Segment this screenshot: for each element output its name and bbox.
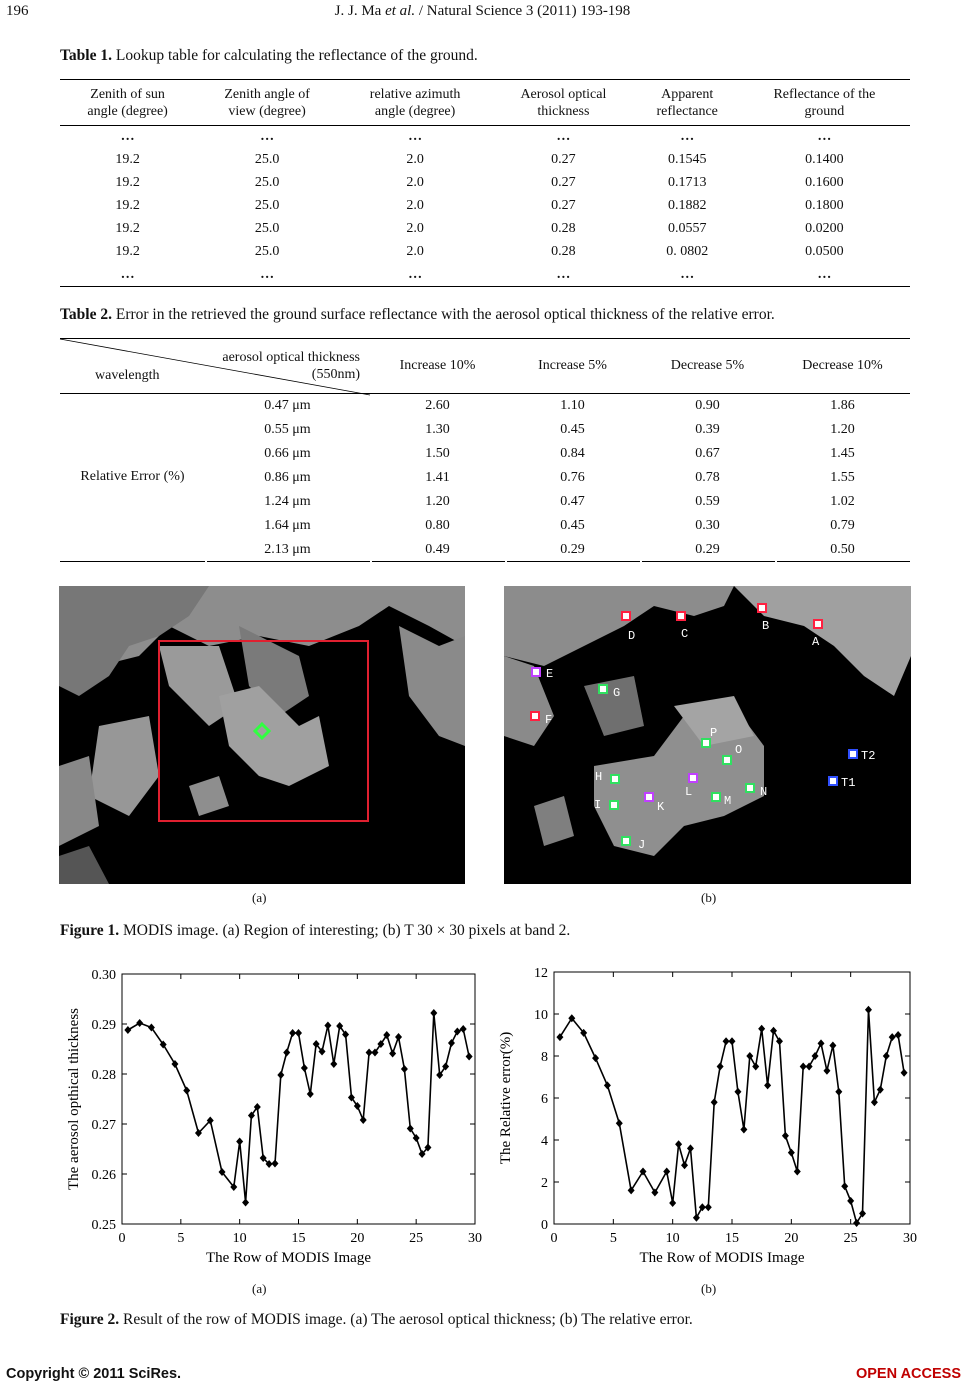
- table2-cell: 1.50: [425, 446, 450, 461]
- sample-marker-label: K: [657, 800, 665, 814]
- figure2-sublabel-a: (a): [252, 1281, 267, 1296]
- data-point: [835, 1088, 842, 1096]
- table-cell: 19.2: [115, 244, 140, 259]
- running-title: J. J. Ma et al. / Natural Science 3 (2011) 193-198: [334, 3, 631, 19]
- sample-marker-label: H: [595, 770, 603, 784]
- x-axis-label: The Row of MODIS Image: [639, 1250, 805, 1266]
- y-axis-label: The aerosol opthical thickness: [66, 1007, 82, 1191]
- data-point: [823, 1067, 830, 1075]
- table2-cell: 1.45: [830, 446, 855, 461]
- sample-marker: [676, 611, 686, 621]
- data-point: [454, 1028, 461, 1036]
- data-point: [895, 1031, 902, 1039]
- figure1-sublabel-b: (b): [701, 890, 717, 905]
- table2-cell: 0.90: [695, 398, 720, 413]
- data-point: [675, 1140, 682, 1148]
- table2-wavelength: 0.55 μm: [264, 422, 311, 437]
- x-tick-label: 30: [468, 1231, 482, 1246]
- table2-cell: 1.10: [560, 398, 585, 413]
- sample-marker-label: D: [628, 629, 636, 643]
- data-point: [669, 1199, 676, 1207]
- table2-cell: 1.02: [830, 494, 855, 509]
- sample-marker: [722, 755, 732, 765]
- y-tick-label: 10: [534, 1008, 548, 1023]
- sample-marker: [644, 792, 654, 802]
- x-tick-label: 0: [550, 1231, 558, 1246]
- table2-col-2: Decrease 5%: [670, 358, 745, 373]
- table2-cell: 1.30: [425, 422, 450, 437]
- sample-marker: [688, 773, 698, 783]
- table2-col-3: Decrease 10%: [802, 358, 883, 373]
- table2-row-group: Relative Error (%): [80, 469, 185, 484]
- y-tick-label: 0: [541, 1218, 548, 1233]
- data-point: [124, 1026, 131, 1034]
- data-point: [729, 1037, 736, 1045]
- table2-cell: 1.55: [830, 470, 855, 485]
- table-cell: 0.1713: [667, 175, 707, 190]
- data-point: [740, 1126, 747, 1134]
- data-point: [271, 1160, 278, 1168]
- table1-col-4: Apparent reflectance: [656, 86, 718, 119]
- table-cell: …: [260, 129, 275, 145]
- data-point: [687, 1144, 694, 1152]
- data-point: [829, 1042, 836, 1050]
- table2-cell: 0.29: [560, 542, 585, 557]
- table2-corner-bottom: wavelength: [95, 368, 160, 383]
- data-point: [389, 1050, 396, 1058]
- table2-cell: 2.60: [425, 398, 450, 413]
- table2-col-0: Increase 10%: [399, 358, 476, 373]
- sample-marker: [531, 667, 541, 677]
- table-cell: 19.2: [115, 221, 140, 236]
- table-cell: 2.0: [406, 175, 424, 190]
- data-point: [448, 1039, 455, 1047]
- data-point: [430, 1009, 437, 1017]
- table2-cell: 0.79: [830, 518, 855, 533]
- table-cell: 0.28: [551, 244, 576, 259]
- data-point: [330, 1060, 337, 1068]
- footer-open-access: OPEN ACCESS: [855, 1366, 961, 1382]
- table-cell: …: [817, 129, 832, 145]
- table-cell: 2.0: [406, 221, 424, 236]
- data-point: [705, 1203, 712, 1211]
- table2-cell: 0.80: [425, 518, 450, 533]
- table2-cell: 0.84: [560, 446, 585, 461]
- sample-marker-label: P: [710, 726, 718, 740]
- sample-marker: [598, 684, 608, 694]
- table-row: [60, 218, 910, 241]
- x-axis-label: The Row of MODIS Image: [206, 1250, 371, 1266]
- table-row: [60, 241, 910, 264]
- x-tick-label: 10: [665, 1231, 680, 1246]
- data-point: [734, 1088, 741, 1096]
- data-point: [889, 1033, 896, 1041]
- y-tick-label: 0.29: [91, 1018, 116, 1033]
- table-cell: …: [260, 266, 275, 282]
- table2-cell: 0.67: [695, 446, 720, 461]
- table-cell: 19.2: [115, 175, 140, 190]
- table2-cell: 1.41: [425, 470, 450, 485]
- sample-marker-label: E: [546, 667, 554, 681]
- y-axis-label: The Relative error(%): [498, 1031, 514, 1165]
- data-point: [871, 1098, 878, 1106]
- sample-marker-label: T1: [841, 776, 856, 790]
- table-cell: …: [408, 266, 423, 282]
- table-cell: …: [120, 266, 135, 282]
- data-point: [236, 1138, 243, 1146]
- x-tick-label: 0: [118, 1231, 126, 1246]
- table2-cell: 0.49: [425, 542, 450, 557]
- table2-corner-top: aerosol optical thickness (550nm): [222, 350, 360, 382]
- sample-marker-label: M: [724, 794, 732, 808]
- table-cell: 0.0200: [805, 221, 844, 236]
- table-cell: 0.1600: [805, 175, 844, 190]
- table2-cell: 0.39: [695, 422, 720, 437]
- table2-wavelength: 1.64 μm: [264, 518, 311, 533]
- table2-header: [60, 338, 910, 394]
- sample-marker-label: O: [735, 743, 743, 757]
- table2-cell: 0.47: [560, 494, 585, 509]
- data-point: [242, 1199, 249, 1207]
- sample-marker-label: G: [613, 686, 621, 700]
- table-cell: …: [680, 266, 695, 282]
- table-cell: …: [556, 129, 571, 145]
- figure2-chart-a: [59, 968, 489, 1278]
- figure1-b-background: [504, 586, 911, 884]
- x-tick-label: 30: [903, 1231, 917, 1246]
- table2-cell: 1.20: [425, 494, 450, 509]
- table2-wavelength: 1.24 μm: [264, 494, 311, 509]
- y-tick-label: 4: [541, 1134, 548, 1149]
- table2-body: [60, 394, 910, 562]
- table-cell: 0.0557: [667, 221, 707, 236]
- data-point: [460, 1025, 467, 1033]
- data-point: [711, 1098, 718, 1106]
- figure1-caption: Figure 1. MODIS image. (a) Region of interesting; (b) T 30 × 30 pixels at band 2.: [60, 922, 571, 939]
- x-tick-label: 5: [177, 1231, 185, 1246]
- x-tick-label: 25: [843, 1231, 858, 1246]
- y-tick-label: 0.25: [91, 1218, 116, 1233]
- table2-cell: 0.76: [560, 470, 585, 485]
- sample-marker-label: J: [638, 838, 646, 852]
- sample-marker: [609, 800, 619, 810]
- sample-marker: [813, 619, 823, 629]
- sample-marker-label: N: [760, 785, 768, 799]
- data-point: [301, 1064, 308, 1072]
- data-point: [782, 1132, 789, 1140]
- table-row: [60, 195, 910, 218]
- data-point: [758, 1025, 765, 1033]
- table-cell: 19.2: [115, 198, 140, 213]
- table2-cell: 1.86: [830, 398, 855, 413]
- data-point: [877, 1086, 884, 1094]
- table-row: [60, 126, 910, 149]
- data-point: [360, 1116, 367, 1124]
- sample-marker: [828, 776, 838, 786]
- table-cell: 2.0: [406, 198, 424, 213]
- y-tick-label: 0.26: [91, 1168, 116, 1183]
- y-tick-label: 8: [541, 1050, 548, 1065]
- table2-cell: 0.45: [560, 422, 585, 437]
- data-point: [307, 1090, 314, 1098]
- table-row: [60, 149, 910, 172]
- data-point: [466, 1053, 473, 1061]
- figure1-sublabel-a: (a): [252, 890, 267, 905]
- sample-marker-label: C: [681, 627, 689, 641]
- sample-marker-label: I: [594, 798, 602, 812]
- table-row: [60, 264, 910, 287]
- table-cell: 2.0: [406, 152, 424, 167]
- data-point: [592, 1054, 599, 1062]
- data-point: [841, 1182, 848, 1190]
- x-tick-label: 25: [409, 1231, 424, 1246]
- sample-marker-label: A: [812, 635, 820, 649]
- plot-frame: [122, 974, 475, 1224]
- figure2-chart-b: [498, 960, 932, 1278]
- y-tick-label: 0.30: [91, 968, 116, 983]
- data-point: [277, 1071, 284, 1079]
- x-tick-label: 20: [784, 1231, 799, 1246]
- x-tick-label: 10: [232, 1231, 247, 1246]
- table2-cell: 0.45: [560, 518, 585, 533]
- figure2-caption: Figure 2. Result of the row of MODIS image. (a) The aerosol optical thickness; (b) The relative error.: [60, 1311, 693, 1328]
- sample-marker: [745, 783, 755, 793]
- table-cell: …: [556, 266, 571, 282]
- table2-cell: 0.30: [695, 518, 720, 533]
- sample-marker: [757, 603, 767, 613]
- y-tick-label: 2: [541, 1176, 548, 1191]
- sample-marker: [610, 774, 620, 784]
- table-cell: 25.0: [254, 175, 280, 190]
- figure1-image-b: [504, 586, 911, 884]
- table1-col-2: relative azimuth angle (degree): [369, 86, 461, 119]
- table2-cell: 0.78: [695, 470, 720, 485]
- table-cell: 25.0: [254, 221, 280, 236]
- table-row: [60, 172, 910, 195]
- table1: [60, 79, 910, 287]
- data-point: [604, 1081, 611, 1089]
- table-cell: 0.1545: [667, 152, 707, 167]
- table-cell: 0.1400: [805, 152, 844, 167]
- y-tick-label: 12: [534, 966, 548, 981]
- table-cell: 0.27: [551, 175, 576, 190]
- sample-marker: [711, 792, 721, 802]
- x-tick-label: 15: [725, 1231, 739, 1246]
- table-cell: 25.0: [254, 152, 280, 167]
- data-point: [794, 1168, 801, 1176]
- data-point: [883, 1052, 890, 1060]
- data-point: [717, 1063, 724, 1071]
- data-point: [616, 1119, 623, 1127]
- table-cell: 0.28: [551, 221, 576, 236]
- table-cell: 25.0: [254, 198, 280, 213]
- table2-col-1: Increase 5%: [538, 358, 607, 373]
- x-tick-label: 15: [291, 1231, 306, 1246]
- table-cell: 25.0: [254, 244, 280, 259]
- table2-wavelength: 2.13 μm: [264, 542, 311, 557]
- table2-cell: 1.20: [830, 422, 855, 437]
- y-tick-label: 0.28: [91, 1068, 116, 1083]
- data-point: [324, 1022, 331, 1030]
- table1-col-5: Reflectance of the ground: [773, 86, 876, 119]
- table1-caption: Table 1. Lookup table for calculating the reflectance of the ground.: [60, 47, 478, 64]
- table-cell: …: [680, 129, 695, 145]
- page-number: 196: [6, 3, 29, 19]
- footer-copyright: Copyright © 2011 SciRes.: [6, 1366, 182, 1382]
- sample-marker-label: B: [762, 619, 770, 633]
- table2-cell: 0.29: [695, 542, 720, 557]
- y-tick-label: 0.27: [91, 1118, 116, 1133]
- sample-marker: [848, 749, 858, 759]
- table-cell: 2.0: [406, 244, 424, 259]
- table-cell: …: [817, 266, 832, 282]
- data-point: [183, 1087, 190, 1095]
- table-cell: …: [408, 129, 423, 145]
- data-point: [818, 1039, 825, 1047]
- data-point: [847, 1197, 854, 1205]
- table-cell: 0.27: [551, 198, 576, 213]
- table-cell: 19.2: [115, 152, 140, 167]
- table-cell: 0.27: [551, 152, 576, 167]
- table1-col-3: Aerosol optical thickness: [520, 86, 607, 119]
- table-cell: 0.1882: [667, 198, 707, 213]
- plot-frame: [554, 972, 910, 1224]
- x-tick-label: 20: [350, 1231, 365, 1246]
- data-point: [901, 1069, 908, 1077]
- sample-marker: [530, 711, 540, 721]
- y-tick-label: 6: [541, 1092, 548, 1107]
- table2-wavelength: 0.47 μm: [264, 398, 311, 413]
- figure1-image-a: [59, 586, 465, 884]
- data-point: [395, 1033, 402, 1041]
- sample-marker: [621, 836, 631, 846]
- table1-col-1: Zenith angle of view (degree): [224, 86, 310, 119]
- table2-wavelength: 0.86 μm: [264, 470, 311, 485]
- data-point: [764, 1081, 771, 1089]
- data-point: [681, 1161, 688, 1169]
- table1-col-0: Zenith of sun angle (degree): [87, 86, 168, 119]
- table-cell: 0. 0802: [666, 244, 709, 259]
- table2-cell: 0.50: [830, 542, 855, 557]
- data-point: [401, 1065, 408, 1073]
- figure2-sublabel-b: (b): [701, 1281, 717, 1296]
- table-cell: …: [120, 129, 135, 145]
- data-point: [136, 1019, 143, 1027]
- sample-marker-label: L: [685, 785, 693, 799]
- sample-marker-label: T2: [861, 749, 876, 763]
- table-cell: 0.0500: [805, 244, 844, 259]
- sample-marker: [621, 611, 631, 621]
- data-point: [283, 1049, 290, 1057]
- data-point: [295, 1029, 302, 1037]
- table-cell: 0.1800: [805, 198, 844, 213]
- x-tick-label: 5: [609, 1231, 617, 1246]
- series-line: [128, 1013, 469, 1203]
- table2-wavelength: 0.66 μm: [264, 446, 311, 461]
- table2-caption: Table 2. Error in the retrieved the ground surface reflectance with the aerosol optical thickness of the relative error.: [60, 306, 775, 323]
- table2-cell: 0.59: [695, 494, 720, 509]
- sample-marker-label: F: [545, 713, 553, 727]
- data-point: [865, 1006, 872, 1014]
- data-point: [788, 1149, 795, 1157]
